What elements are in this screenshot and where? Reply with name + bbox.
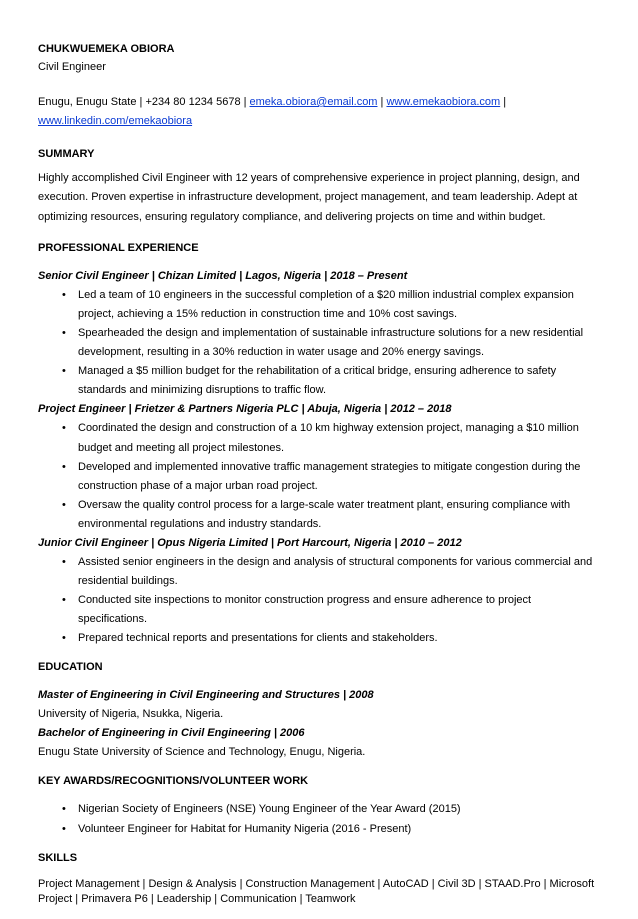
job-entry	[38, 267, 598, 401]
degree-title: Bachelor of Engineering in Civil Engineering | 2006	[38, 727, 305, 740]
email-link[interactable]: emeka.obiora@email.com	[249, 96, 378, 108]
candidate-name: CHUKWUEMEKA OBIORA	[38, 43, 175, 55]
awards-list	[38, 800, 598, 838]
experience-heading: PROFESSIONAL EXPERIENCE	[38, 241, 199, 254]
list-item: • Prepared technical reports and presentations for clients and stakeholders.	[38, 629, 598, 648]
job-heading: Project Engineer | Frietzer & Partners Nigeria PLC | Abuja, Nigeria | 2012 – 2018	[38, 403, 452, 416]
awards-heading: KEY AWARDS/RECOGNITIONS/VOLUNTEER WORK	[38, 775, 309, 788]
list-item: • Developed and implemented innovative traffic management strategies to mitigate congestion during the construction phase of a major urban road project.	[38, 458, 598, 496]
list-item: • Assisted senior engineers in the design and analysis of structural components for various commercial and residential buildings.	[38, 553, 598, 591]
summary-heading: SUMMARY	[38, 148, 95, 160]
location-phone: Enugu, Enugu State | +234 80 1234 5678 |	[38, 96, 250, 108]
linkedin-link[interactable]: www.linkedin.com/emekaobiora	[38, 115, 193, 127]
job-entry	[38, 534, 598, 648]
list-item: • Coordinated the design and construction of a 10 km highway extension project, managing a $10 million budget and meeting all project milestones.	[38, 419, 598, 457]
job-heading: Senior Civil Engineer | Chizan Limited | Lagos, Nigeria | 2018 – Present	[38, 269, 408, 282]
job-heading: Junior Civil Engineer | Opus Nigeria Limited | Port Harcourt, Nigeria | 2010 – 2012	[38, 537, 462, 550]
list-item: • Managed a $5 million budget for the rehabilitation of a critical bridge, ensuring adherence to safety standards and minimizing disruptions to traffic flow.	[38, 362, 598, 400]
skills-heading: SKILLS	[38, 851, 78, 864]
resume-page	[38, 40, 598, 919]
summary-text: Highly accomplished Civil Engineer with 12 years of comprehensive experience in project planning, design, and execution. Proven expertise in infrastructure development, project management, and team leadership. Adept at optimizing resources, ensuring regulatory compliance, and delivering projects on time and within budget.	[38, 172, 580, 223]
list-item: • Conducted site inspections to monitor construction progress and ensure adherence to project specifications.	[38, 591, 598, 629]
school-name: Enugu State University of Science and Technology, Enugu, Nigeria.	[38, 746, 366, 759]
list-item: • Oversaw the quality control process for a large-scale water treatment plant, ensuring compliance with environmental regulations and industry standards.	[38, 496, 598, 534]
list-item: • Led a team of 10 engineers in the successful completion of a $20 million industrial complex expansion project, achieving a 15% reduction in construction time and 10% cost savings.	[38, 286, 598, 324]
list-item: • Volunteer Engineer for Habitat for Humanity Nigeria (2016 - Present)	[38, 820, 598, 839]
education-heading: EDUCATION	[38, 661, 103, 674]
job-bullets	[38, 553, 598, 648]
job-entry	[38, 400, 598, 534]
contact-separator: |	[500, 96, 507, 108]
contact-separator: |	[377, 96, 387, 108]
candidate-title: Civil Engineer	[38, 61, 106, 73]
school-name: University of Nigeria, Nsukka, Nigeria.	[38, 708, 224, 721]
degree-title: Master of Engineering in Civil Engineering and Structures | 2008	[38, 689, 374, 702]
job-bullets	[38, 419, 598, 534]
list-item: • Spearheaded the design and implementation of sustainable infrastructure solutions for a new residential development, resulting in a 30% reduction in water usage and 20% energy savings.	[38, 324, 598, 362]
job-bullets	[38, 286, 598, 401]
website-link[interactable]: www.emekaobiora.com	[386, 96, 501, 108]
contact-line	[38, 93, 598, 131]
list-item: • Nigerian Society of Engineers (NSE) Young Engineer of the Year Award (2015)	[38, 800, 598, 819]
skills-text: Project Management | Design & Analysis | Construction Management | AutoCAD | Civil 3D | STAAD.Pro | Microsoft Project | Primavera P6 | Leadership | Communication | Teamwork	[38, 877, 595, 905]
